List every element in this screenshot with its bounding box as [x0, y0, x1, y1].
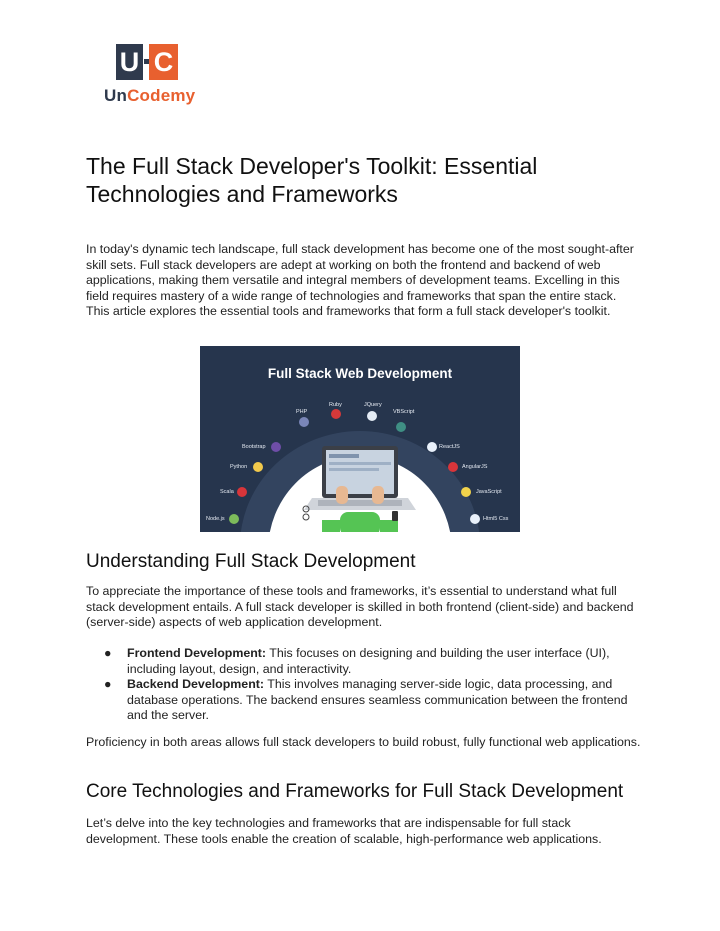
- section1-heading: Understanding Full Stack Development: [86, 551, 416, 572]
- ruby-icon: [331, 409, 341, 419]
- logo-wordmark-part2: Codemy: [127, 86, 196, 105]
- logo-letter-c: C: [149, 44, 178, 80]
- tech-ruby-label: Ruby: [329, 402, 342, 408]
- logo-wordmark: [104, 86, 195, 106]
- scala-icon: [237, 487, 247, 497]
- tech-javascript-label: JavaScript: [476, 489, 502, 495]
- javascript-icon: [461, 487, 471, 497]
- list-item: [86, 677, 646, 724]
- uncodemy-logo: [104, 44, 204, 108]
- page-title: The Full Stack Developer's Toolkit: Essential Technologies and Frameworks: [86, 153, 538, 207]
- python-icon: [253, 462, 263, 472]
- nodejs-icon: [229, 514, 239, 524]
- bootstrap-icon: [271, 442, 281, 452]
- html5-icon: [470, 514, 480, 524]
- tech-jquery-label: JQuery: [364, 402, 382, 408]
- tech-vbscript-label: VBScript: [393, 409, 415, 415]
- tech-html5-css-label: Html5 Css: [483, 516, 509, 522]
- section1-paragraph: To appreciate the importance of these tools and frameworks, it’s essential to understand what full stack development entails. A full stack developer is skilled in both frontend (client-side) and backend (server-side) aspects of web application development.: [86, 584, 634, 630]
- section1-closing-paragraph: Proficiency in both areas allows full stack developers to build robust, fully functional web applications.: [86, 735, 641, 749]
- angularjs-icon: [448, 462, 458, 472]
- tech-reactjs-label: ReactJS: [439, 444, 460, 450]
- section2-paragraph: Let’s delve into the key technologies and frameworks that are indispensable for full stack development. These tools enable the creation of scalable, high-performance web applications.: [86, 816, 602, 846]
- bullet-list: [86, 646, 646, 724]
- tech-scala-label: Scala: [220, 489, 234, 495]
- hero-title: Full Stack Web Development: [267, 366, 453, 381]
- reactjs-icon: [427, 442, 437, 452]
- jquery-icon: [367, 411, 377, 421]
- bullet-text: This focuses on designing and building the user interface (UI), including layout, design, and interactivity.: [127, 646, 610, 676]
- tech-nodejs-label: Node.js: [206, 516, 225, 522]
- bullet-icon: ●: [104, 677, 112, 692]
- intro-paragraph: In today's dynamic tech landscape, full stack development has become one of the most sought-after skill sets. Full stack developers are adept at working on both the frontend and backend of web applications, making them versatile and integral members of development teams. Excelling in this field requires mastery of a wide range of technologies and frameworks that span the entire stack. This article explores the essential tools and frameworks that form a full stack developer's toolkit.: [86, 242, 634, 319]
- tech-angularjs-label: AngularJS: [462, 464, 488, 470]
- bullet-label: Frontend Development:: [127, 646, 267, 660]
- tech-bootstrap-label: Bootstrap: [242, 444, 266, 450]
- hero-image: [200, 346, 520, 532]
- php-icon: [299, 417, 309, 427]
- logo-wordmark-part1: Un: [104, 86, 128, 105]
- tech-php-label: PHP: [296, 409, 308, 415]
- logo-letter-u: U: [116, 44, 143, 80]
- tech-python-label: Python: [230, 464, 248, 470]
- logo-mark: [116, 44, 178, 80]
- bullet-text: This involves managing server-side logic, data processing, and database operations. The backend ensures seamless communication between the frontend and the server.: [127, 677, 628, 723]
- vbscript-icon: [396, 422, 406, 432]
- section2-heading: Core Technologies and Frameworks for Full Stack Development: [86, 781, 624, 802]
- bullet-label: Backend Development:: [127, 677, 265, 692]
- bullet-icon: ●: [104, 646, 112, 660]
- list-item: [86, 646, 646, 677]
